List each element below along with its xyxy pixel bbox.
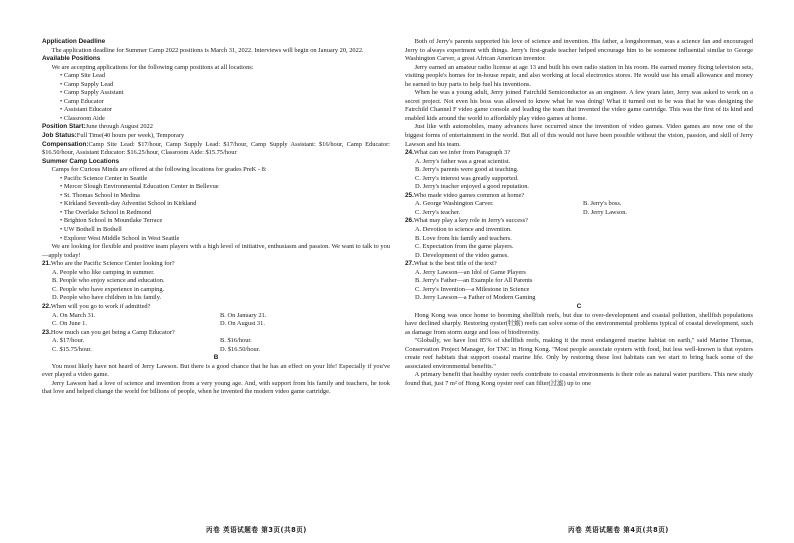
option: B. People who enjoy science and education. xyxy=(52,277,165,285)
option: B. Jerry's parents were good at teaching. xyxy=(415,166,519,174)
question-text: Who made video games common at home? xyxy=(413,191,525,199)
compensation-label: Compensation: xyxy=(42,140,89,148)
question-26 xyxy=(405,217,753,226)
option: C. People who have experience in camping. xyxy=(52,285,165,293)
passage-c-paragraph: Hong Kong was once home to booming shellfish reefs, but due to over-development and coastal pollution, shellfish populations have declined sharply. Restoring oyster(牡蛎) reefs can solve some of the environmental problems typical of coastal development, such as damage from storm surge and loss of biodiversity. xyxy=(405,311,753,336)
question-24 xyxy=(405,149,753,158)
compensation-value: Camp Site Lead: $17/hour, Camp Supply Lead: $17/hour, Camp Supply Assistant: $16/hour, Camp Educator: $16.50/hour, Assistant Educator: $16.25/hour, Classroom Aide: $15.75/hour xyxy=(42,140,390,157)
section-b-heading: B xyxy=(213,354,219,362)
page-footer-left: 丙卷 英语试题卷 第3页(共8页) xyxy=(206,526,307,534)
option: B. Love from his family and teachers. xyxy=(415,234,512,242)
compensation xyxy=(42,141,390,158)
option: A. On March 31. xyxy=(52,311,96,319)
passage-b-paragraph: You most likely have not heard of Jerry Lawson. But there is a good chance that he has an effect on your life! Especially if you've ever played a video game. xyxy=(42,362,390,379)
option-row xyxy=(42,320,390,329)
option: C. On June 1. xyxy=(52,320,87,328)
section-c-heading: C xyxy=(576,302,582,310)
passage-b-paragraph: Jerry Lawson had a love of science and invention from a very young age. And, with support from his family and teachers, he took that love and helped change the world for billions of people, when he invented the modern video game cartridge. xyxy=(42,379,390,396)
job-status xyxy=(42,132,390,141)
question-text: What may play a key role in Jerry's success? xyxy=(413,217,528,225)
question-27 xyxy=(405,260,753,269)
option-row xyxy=(405,209,753,218)
option: A. $17/hour. xyxy=(52,337,85,345)
option: A. George Washington Carver. xyxy=(415,200,494,208)
question-text: What can we infer from Paragraph 3? xyxy=(413,149,511,157)
option: B. Jerry's Father—an Example for All Parents xyxy=(415,277,533,285)
passage-c-paragraph: "Globally, we have lost 85% of shellfish reefs, making it the most endangered marine habitat on earth," said Marine Thomas, Conservation Project Manager, for TNC in Hong Kong. "Most people associate oysters with food, but less well-known is that oysters create reef habitats that support coastal marine life. Only by restoring these lost habitats can we start to bring back some of the associated environmental benefits." xyxy=(405,337,753,370)
job-status-value: Full Time(40 hours per week), Temporary xyxy=(76,132,185,140)
option: D. People who have children in his family. xyxy=(52,294,162,302)
question-text: Who are the Pacific Science Center looking for? xyxy=(50,260,175,268)
position-start xyxy=(42,123,390,132)
option: C. Jerry's interest was greatly supported. xyxy=(415,174,519,182)
location-item: • Mercer Slough Environmental Education Center in Bellevue xyxy=(42,183,390,192)
position-item: • Classroom Aide xyxy=(42,115,390,124)
question-number: 26. xyxy=(405,217,414,225)
question-23 xyxy=(42,329,390,338)
option: B. Jerry's boss. xyxy=(583,200,622,208)
location-item: • Brighton School in Mountlake Terrace xyxy=(42,217,390,226)
option: D. Jerry Lawson—a Father of Modern Gaming xyxy=(415,294,536,302)
position-item: • Camp Supply Lead xyxy=(42,81,390,90)
location-item: • Pacific Science Center in Seattle xyxy=(42,175,390,184)
question-text: What is the best title of the text? xyxy=(413,260,497,268)
question-number: 23. xyxy=(42,328,51,336)
option: D. Jerry Lawson. xyxy=(583,208,628,216)
locations-intro: Camps for Curious Minds are offered at the following locations for grades PreK - 8: xyxy=(51,166,267,174)
option: B. $16/hour. xyxy=(220,337,252,345)
passage-b-paragraph: Both of Jerry's parents supported his love of science and invention. His father, a longshoreman, was a science fan and encouraged Jerry to always experiment with things. Jerry's first-grade teacher helped encourage him to be someone influential similar to George Washington Carver, a great African American inventor. xyxy=(405,38,753,63)
closing-paragraph: We are looking for flexible and positive team players with a high level of initiative, enthusiasm and passion. We want to talk to you—apply today! xyxy=(42,243,390,259)
option: C. Jerry's teacher. xyxy=(415,208,461,216)
positions-intro: We are accepting applications for the following camp positions at all locations: xyxy=(51,63,254,71)
location-item: • Explorer West Middle School in West Seattle xyxy=(42,235,390,244)
option-row xyxy=(42,346,390,355)
position-item: • Camp Site Lead xyxy=(42,72,390,81)
location-item: • St. Thomas School in Medina xyxy=(42,192,390,201)
question-number: 25. xyxy=(405,191,414,199)
option: A. People who like camping in summer. xyxy=(52,268,155,276)
option: D. On August 31. xyxy=(220,320,265,328)
passage-b-paragraph: Jerry earned an amateur radio license at age 13 and built his own radio station in his room. He earned money fixing television sets, visiting people's homes for in-house repair, and also working at local electronics stores. He would use his small allowance and money he earned to buy parts to help fuel his inventions. xyxy=(405,63,753,88)
position-item: • Camp Supply Assistant xyxy=(42,89,390,98)
passage-b-paragraph: Just like with automobiles, many advances have occurred since the invention of video games. Video games are now one of the biggest forms of entertainment in the world. But all of this would not have been possible without the vision, passion, and skill of Jerry Lawson and his team. xyxy=(405,123,753,148)
position-start-label: Position Start: xyxy=(42,123,86,131)
deadline-paragraph: The application deadline for Summer Camp 2022 positions is March 31, 2022. Interviews will begin on January 20, 2022. xyxy=(51,46,364,54)
question-22 xyxy=(42,303,390,312)
option: D. Jerry's teacher enjoyed a good reputation. xyxy=(415,183,530,191)
question-number: 24. xyxy=(405,149,414,157)
option-row xyxy=(405,200,753,209)
right-column xyxy=(405,38,753,388)
question-21 xyxy=(42,260,390,269)
question-text: How much can you get being a Camp Educator? xyxy=(50,328,175,336)
question-text: When will you go to work if admitted? xyxy=(50,302,151,310)
option-row xyxy=(42,312,390,321)
question-25 xyxy=(405,192,753,201)
location-item: • UW Bothell in Bothell xyxy=(42,226,390,235)
option: C. Expectation from the game players. xyxy=(415,243,514,251)
heading-deadline: Application Deadline xyxy=(42,38,106,45)
option-row xyxy=(42,337,390,346)
question-number: 21. xyxy=(42,260,51,268)
option: C. Jerry's Invention—a Milestone in Science xyxy=(415,285,530,293)
position-start-value: June through August 2022 xyxy=(85,123,153,131)
option: A. Jerry Lawson—an Idol of Game Players xyxy=(415,268,526,276)
location-item: • The Overlake School in Redmond xyxy=(42,209,390,218)
heading-positions: Available Positions xyxy=(42,55,101,63)
option: C. $15.75/hour. xyxy=(52,345,92,353)
option: B. On January 21. xyxy=(220,311,267,319)
heading-locations: Summer Camp Locations xyxy=(42,157,120,165)
option: A. Devotion to science and invention. xyxy=(415,226,512,234)
option: A. Jerry's father was a great scientist. xyxy=(415,157,511,165)
question-number: 27. xyxy=(405,260,414,268)
option: D. $16.50/hour. xyxy=(220,345,261,353)
page-footer-right: 丙卷 英语试题卷 第4页(共8页) xyxy=(568,526,669,534)
position-item: • Assistant Educator xyxy=(42,106,390,115)
question-number: 22. xyxy=(42,302,51,310)
passage-c-paragraph: A primary benefit that healthy oyster reefs contribute to coastal environments is their role as natural water purifiers. This new study found that, just 7 m² of Hong Kong oyster reef can filter(过滤) up to one xyxy=(405,371,753,387)
option: D. Development of the video games. xyxy=(415,251,509,259)
location-item: • Kirkland Seventh-day Adventist School in Kirkland xyxy=(42,200,390,209)
left-column xyxy=(42,38,390,397)
position-item: • Camp Educator xyxy=(42,98,390,107)
job-status-label: Job Status: xyxy=(42,132,77,140)
passage-b-paragraph: When he was a young adult, Jerry joined Fairchild Semiconductor as an engineer. A few years later, Jerry was asked to work on a secret project. Not even his boss was allowed to know what he was doing! What it turned out to be was that he was designing the Fairchild Channel F video game console and leading the team that invented the video game cartridge. This was the first of its kind and enabled kids around the world to affordably play video games at home. xyxy=(405,89,753,122)
